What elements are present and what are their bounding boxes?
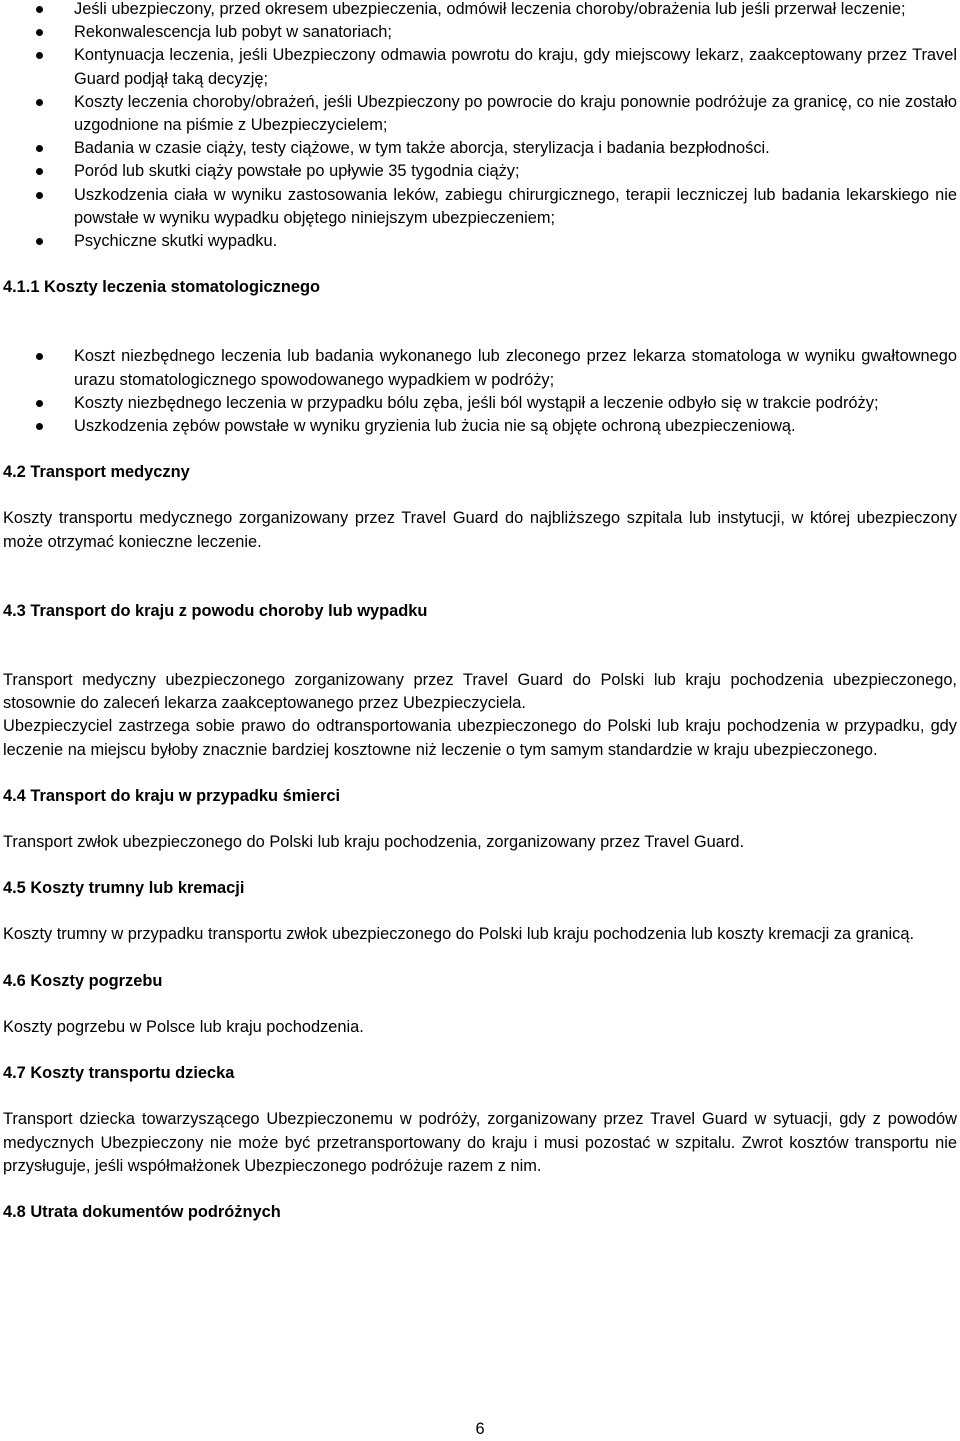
document-page [3, 0, 957, 1224]
list-item: Rekonwalescencja lub pobyt w sanatoriach; [3, 21, 957, 44]
list-item: Poród lub skutki ciąży powstałe po upływie 35 tygodnia ciąży; [3, 160, 957, 183]
section-text-4-5: Koszty trumny w przypadku transportu zwłok ubezpieczonego do Polski lub kraju pochodzenia lub koszty kremacji za granicą. [3, 925, 915, 944]
section-heading-4-7: 4.7 Koszty transportu dziecka [3, 1064, 235, 1083]
section-text-4-2: Koszty transportu medycznego zorganizowany przez Travel Guard do najbliższego szpitala lub instytucji, w której ubezpieczony może otrzymać konieczne leczenie. [3, 509, 957, 551]
section-text-4-7: Transport dziecka towarzyszącego Ubezpieczonemu w podróży, zorganizowany przez Travel Guard w sytuacji, gdy z powodów medycznych Ubezpieczony nie może być przetransportowany do kraju i musi pozostać w szpitalu. Zwrot kosztów transportu nie przysługuje, jeśli współmałżonek Ubezpieczonego podróżuje razem z nim. [3, 1110, 957, 1175]
list-item: Badania w czasie ciąży, testy ciążowe, w tym także aborcja, sterylizacja i badania bezpłodności. [3, 137, 957, 160]
page-number: 6 [475, 1420, 485, 1438]
list-item: Koszt niezbędnego leczenia lub badania wykonanego lub zleconego przez lekarza stomatologa w wyniku gwałtownego urazu stomatologicznego spowodowanego wypadkiem w podróży; [3, 345, 957, 391]
section-text-4-3-a: Transport medyczny ubezpieczonego zorganizowany przez Travel Guard do Polski lub kraju pochodzenia ubezpieczonego, stosownie do zaleceń lekarza zaakceptowanego przez Ubezpieczyciela. [3, 671, 957, 713]
list-item: Uszkodzenia ciała w wyniku zastosowania leków, zabiegu chirurgicznego, terapii leczniczej lub badania lekarskiego nie powstałe w wyniku wypadku objętego niniejszym ubezpieczeniem; [3, 184, 957, 230]
list-item: Koszty niezbędnego leczenia w przypadku bólu zęba, jeśli ból wystąpił a leczenie odbyło się w trakcie podróży; [3, 392, 957, 415]
list-item: Koszty leczenia choroby/obrażeń, jeśli Ubezpieczony po powrocie do kraju ponownie podróżuje za granicę, co nie zostało uzgodnione na piśmie z Ubezpieczycielem; [3, 91, 957, 137]
dental-list [3, 345, 957, 438]
section-heading-4-6: 4.6 Koszty pogrzebu [3, 971, 163, 990]
section-heading-4-1-1: 4.1.1 Koszty leczenia stomatologicznego [3, 278, 320, 297]
list-item: Uszkodzenia zębów powstałe w wyniku gryzienia lub żucia nie są objęte ochroną ubezpieczeniową. [3, 415, 957, 438]
section-heading-4-3: 4.3 Transport do kraju z powodu choroby lub wypadku [3, 601, 428, 620]
section-text-4-3-b: Ubezpieczyciel zastrzega sobie prawo do odtransportowania ubezpieczonego do Polski lub kraju pochodzenia w przypadku, gdy leczenie na miejscu byłoby znacznie bardziej kosztowne niż leczenie o tym samym standardzie w kraju ubezpieczonego. [3, 717, 957, 759]
section-text-4-6: Koszty pogrzebu w Polsce lub kraju pochodzenia. [3, 1017, 364, 1036]
list-item: Kontynuacja leczenia, jeśli Ubezpieczony odmawia powrotu do kraju, gdy miejscowy lekarz, zaakceptowany przez Travel Guard podjął taką decyzję; [3, 44, 957, 90]
exclusions-list [3, 0, 957, 253]
section-heading-4-2: 4.2 Transport medyczny [3, 463, 190, 482]
section-heading-4-8: 4.8 Utrata dokumentów podróżnych [3, 1202, 281, 1221]
section-heading-4-4: 4.4 Transport do kraju w przypadku śmierci [3, 786, 341, 805]
section-heading-4-5: 4.5 Koszty trumny lub kremacji [3, 879, 245, 898]
list-item: Psychiczne skutki wypadku. [3, 230, 957, 253]
list-item: Jeśli ubezpieczony, przed okresem ubezpieczenia, odmówił leczenia choroby/obrażenia lub jeśli przerwał leczenie; [3, 0, 957, 21]
section-text-4-4: Transport zwłok ubezpieczonego do Polski lub kraju pochodzenia, zorganizowany przez Travel Guard. [3, 833, 745, 852]
